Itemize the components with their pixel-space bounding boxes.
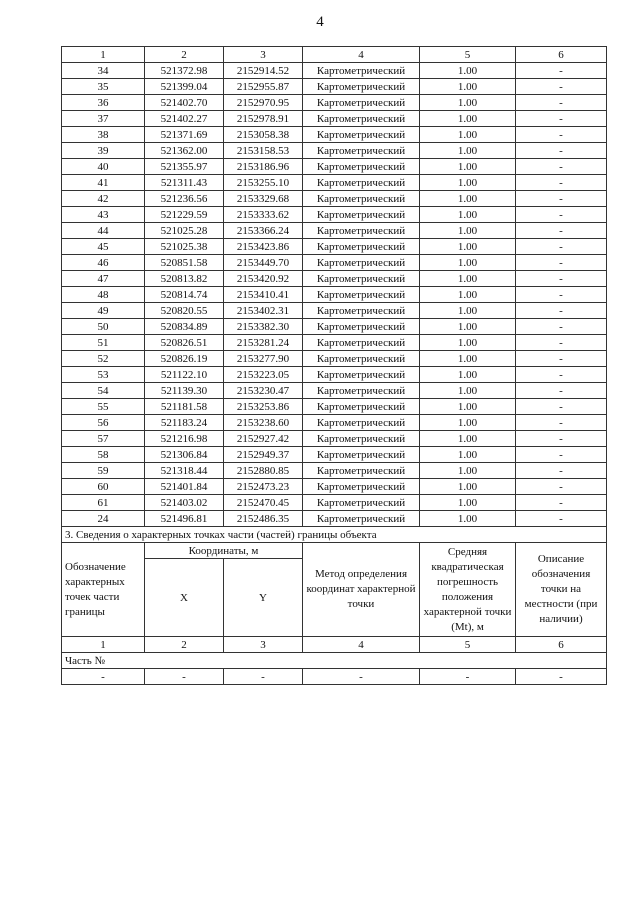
point-number: 44: [62, 223, 145, 239]
coord-y: 2153366.24: [224, 223, 303, 239]
method: Картометрический: [303, 351, 420, 367]
coord-y: 2152914.52: [224, 63, 303, 79]
point-number: 43: [62, 207, 145, 223]
part-label: Часть №: [62, 653, 607, 669]
accuracy: 1.00: [420, 95, 516, 111]
point-number: 37: [62, 111, 145, 127]
description: -: [516, 447, 607, 463]
accuracy: 1.00: [420, 159, 516, 175]
point-number: 50: [62, 319, 145, 335]
method: Картометрический: [303, 287, 420, 303]
point-number: 38: [62, 127, 145, 143]
coord-y: 2152949.37: [224, 447, 303, 463]
method: Картометрический: [303, 191, 420, 207]
description: -: [516, 415, 607, 431]
coord-x: 520834.89: [145, 319, 224, 335]
table-row: [62, 207, 607, 223]
coord-y: 2153281.24: [224, 335, 303, 351]
method: Картометрический: [303, 463, 420, 479]
description: -: [516, 143, 607, 159]
coord-y: 2153333.62: [224, 207, 303, 223]
method: Картометрический: [303, 495, 420, 511]
method: Картометрический: [303, 159, 420, 175]
point-number: 46: [62, 255, 145, 271]
point-number: 36: [62, 95, 145, 111]
coord-y: 2153410.41: [224, 287, 303, 303]
accuracy: 1.00: [420, 399, 516, 415]
table-row: [62, 495, 607, 511]
coord-x: 520826.51: [145, 335, 224, 351]
description: -: [516, 175, 607, 191]
coord-y: 2153423.86: [224, 239, 303, 255]
point-number: 60: [62, 479, 145, 495]
col-number: 3: [224, 637, 303, 653]
accuracy: 1.00: [420, 351, 516, 367]
point-number: 58: [62, 447, 145, 463]
table-row: [62, 63, 607, 79]
method: Картометрический: [303, 223, 420, 239]
coord-x: 521372.98: [145, 63, 224, 79]
coord-x: 520826.19: [145, 351, 224, 367]
description: -: [516, 335, 607, 351]
coord-x: 521318.44: [145, 463, 224, 479]
table-cell: -: [516, 669, 607, 685]
coord-x: 521402.70: [145, 95, 224, 111]
description: -: [516, 287, 607, 303]
coord-x: 521139.30: [145, 383, 224, 399]
table-row: [62, 351, 607, 367]
method: Картометрический: [303, 271, 420, 287]
point-number: 52: [62, 351, 145, 367]
coord-x: 521311.43: [145, 175, 224, 191]
accuracy: 1.00: [420, 271, 516, 287]
table-row: [62, 175, 607, 191]
description: -: [516, 127, 607, 143]
accuracy: 1.00: [420, 175, 516, 191]
coord-x: 521402.27: [145, 111, 224, 127]
accuracy: 1.00: [420, 511, 516, 527]
table-cell: -: [303, 669, 420, 685]
table-row: [62, 319, 607, 335]
point-number: 47: [62, 271, 145, 287]
accuracy: 1.00: [420, 143, 516, 159]
accuracy: 1.00: [420, 335, 516, 351]
accuracy: 1.00: [420, 127, 516, 143]
point-number: 57: [62, 431, 145, 447]
table-row: [62, 223, 607, 239]
coord-y: 2153253.86: [224, 399, 303, 415]
method: Картометрический: [303, 367, 420, 383]
coord-y: 2153058.38: [224, 127, 303, 143]
table-row: [62, 79, 607, 95]
error-header: Средняя квадратическая погрешность положения характерной точки (Mt), м: [420, 543, 516, 637]
table-row: [62, 463, 607, 479]
coord-x: 521371.69: [145, 127, 224, 143]
col-number: 4: [303, 47, 420, 63]
coord-x: 521401.84: [145, 479, 224, 495]
coord-y: 2152978.91: [224, 111, 303, 127]
table-row: [62, 95, 607, 111]
coord-x: 521183.24: [145, 415, 224, 431]
coord-y: 2152970.95: [224, 95, 303, 111]
method: Картометрический: [303, 447, 420, 463]
col-number: 3: [224, 47, 303, 63]
description: -: [516, 159, 607, 175]
description: -: [516, 111, 607, 127]
coord-x: 521306.84: [145, 447, 224, 463]
description: -: [516, 479, 607, 495]
description: -: [516, 367, 607, 383]
method: Картометрический: [303, 415, 420, 431]
description: -: [516, 303, 607, 319]
table-row: [62, 159, 607, 175]
description: -: [516, 191, 607, 207]
coord-y: 2153255.10: [224, 175, 303, 191]
col-number: 1: [62, 637, 145, 653]
point-designation-header: Обозначение характерных точек части границы: [62, 543, 145, 637]
coord-y: 2153402.31: [224, 303, 303, 319]
coord-x: 521496.81: [145, 511, 224, 527]
coord-x: 521229.59: [145, 207, 224, 223]
table-row: [62, 399, 607, 415]
accuracy: 1.00: [420, 479, 516, 495]
table-row: [62, 415, 607, 431]
point-number: 56: [62, 415, 145, 431]
column-number-row: [62, 47, 607, 63]
description: -: [516, 255, 607, 271]
accuracy: 1.00: [420, 319, 516, 335]
accuracy: 1.00: [420, 207, 516, 223]
table-row: [62, 191, 607, 207]
accuracy: 1.00: [420, 303, 516, 319]
point-number: 48: [62, 287, 145, 303]
section3-title: 3. Сведения о характерных точках части (частей) границы объекта: [62, 527, 607, 543]
coord-x: 521362.00: [145, 143, 224, 159]
method: Картометрический: [303, 79, 420, 95]
accuracy: 1.00: [420, 447, 516, 463]
method: Картометрический: [303, 303, 420, 319]
accuracy: 1.00: [420, 223, 516, 239]
coord-y: 2153158.53: [224, 143, 303, 159]
col-number: 2: [145, 47, 224, 63]
point-number: 42: [62, 191, 145, 207]
section3-header-row: [62, 543, 607, 559]
description: -: [516, 239, 607, 255]
table-row: [62, 367, 607, 383]
coord-y: 2153329.68: [224, 191, 303, 207]
page-number: 4: [316, 14, 324, 30]
table-row: [62, 303, 607, 319]
col-number: 6: [516, 637, 607, 653]
coord-x: 520851.58: [145, 255, 224, 271]
coord-y: 2152880.85: [224, 463, 303, 479]
point-number: 35: [62, 79, 145, 95]
coord-y: 2153449.70: [224, 255, 303, 271]
accuracy: 1.00: [420, 111, 516, 127]
coord-x: 521355.97: [145, 159, 224, 175]
method: Картометрический: [303, 319, 420, 335]
description: -: [516, 463, 607, 479]
col-number: 4: [303, 637, 420, 653]
table-row: [62, 111, 607, 127]
coord-y: 2152486.35: [224, 511, 303, 527]
coord-x: 521122.10: [145, 367, 224, 383]
col-number: 1: [62, 47, 145, 63]
y-header: Y: [224, 559, 303, 637]
accuracy: 1.00: [420, 255, 516, 271]
coord-y: 2152955.87: [224, 79, 303, 95]
coord-x: 520820.55: [145, 303, 224, 319]
accuracy: 1.00: [420, 191, 516, 207]
method: Картометрический: [303, 175, 420, 191]
coord-y: 2152927.42: [224, 431, 303, 447]
description: -: [516, 63, 607, 79]
table-row: [62, 447, 607, 463]
method: Картометрический: [303, 335, 420, 351]
table-row: [62, 143, 607, 159]
point-number: 55: [62, 399, 145, 415]
accuracy: 1.00: [420, 79, 516, 95]
point-number: 54: [62, 383, 145, 399]
description: -: [516, 399, 607, 415]
coord-y: 2153420.92: [224, 271, 303, 287]
point-number: 59: [62, 463, 145, 479]
accuracy: 1.00: [420, 383, 516, 399]
method: Картометрический: [303, 255, 420, 271]
description: -: [516, 95, 607, 111]
description: -: [516, 223, 607, 239]
col-number: 6: [516, 47, 607, 63]
coord-x: 520814.74: [145, 287, 224, 303]
method: Картометрический: [303, 431, 420, 447]
col-number: 2: [145, 637, 224, 653]
point-number: 41: [62, 175, 145, 191]
point-number: 61: [62, 495, 145, 511]
accuracy: 1.00: [420, 415, 516, 431]
accuracy: 1.00: [420, 287, 516, 303]
table-row: [62, 431, 607, 447]
coord-x: 521181.58: [145, 399, 224, 415]
coord-x: 520813.82: [145, 271, 224, 287]
accuracy: 1.00: [420, 495, 516, 511]
point-number: 34: [62, 63, 145, 79]
point-number: 49: [62, 303, 145, 319]
method: Картометрический: [303, 207, 420, 223]
description-header: Описание обозначения точки на местности (при наличии): [516, 543, 607, 637]
description: -: [516, 431, 607, 447]
table-row: [62, 335, 607, 351]
accuracy: 1.00: [420, 463, 516, 479]
method: Картометрический: [303, 399, 420, 415]
table-row: [62, 383, 607, 399]
coord-y: 2153238.60: [224, 415, 303, 431]
point-number: 39: [62, 143, 145, 159]
coord-x: 521403.02: [145, 495, 224, 511]
table-row: [62, 479, 607, 495]
description: -: [516, 319, 607, 335]
point-number: 51: [62, 335, 145, 351]
table-row: [62, 127, 607, 143]
description: -: [516, 495, 607, 511]
point-number: 53: [62, 367, 145, 383]
part-row: [62, 653, 607, 669]
point-number: 40: [62, 159, 145, 175]
table-row: [62, 511, 607, 527]
method: Картометрический: [303, 63, 420, 79]
method-header: Метод определения координат характерной точки: [303, 543, 420, 637]
accuracy: 1.00: [420, 367, 516, 383]
table-cell: -: [62, 669, 145, 685]
table-cell: -: [224, 669, 303, 685]
section3-title-row: [62, 527, 607, 543]
description: -: [516, 383, 607, 399]
accuracy: 1.00: [420, 239, 516, 255]
description: -: [516, 207, 607, 223]
description: -: [516, 79, 607, 95]
accuracy: 1.00: [420, 431, 516, 447]
section3-number-row: [62, 637, 607, 653]
col-number: 5: [420, 47, 516, 63]
table-row: [62, 287, 607, 303]
method: Картометрический: [303, 511, 420, 527]
coord-x: 521216.98: [145, 431, 224, 447]
description: -: [516, 271, 607, 287]
coord-y: 2152473.23: [224, 479, 303, 495]
coordinates-table: [61, 46, 607, 685]
table-row: [62, 239, 607, 255]
method: Картометрический: [303, 143, 420, 159]
method: Картометрический: [303, 479, 420, 495]
coord-y: 2153223.05: [224, 367, 303, 383]
description: -: [516, 351, 607, 367]
coord-y: 2153382.30: [224, 319, 303, 335]
coord-x: 521399.04: [145, 79, 224, 95]
coordinates-header: Координаты, м: [145, 543, 303, 559]
empty-data-row: [62, 669, 607, 685]
table-row: [62, 271, 607, 287]
table-cell: -: [420, 669, 516, 685]
point-number: 45: [62, 239, 145, 255]
table-cell: -: [145, 669, 224, 685]
coord-x: 521236.56: [145, 191, 224, 207]
point-number: 24: [62, 511, 145, 527]
method: Картометрический: [303, 95, 420, 111]
method: Картометрический: [303, 127, 420, 143]
method: Картометрический: [303, 111, 420, 127]
coord-y: 2153186.96: [224, 159, 303, 175]
x-header: X: [145, 559, 224, 637]
accuracy: 1.00: [420, 63, 516, 79]
coord-y: 2153277.90: [224, 351, 303, 367]
table-row: [62, 255, 607, 271]
col-number: 5: [420, 637, 516, 653]
method: Картометрический: [303, 383, 420, 399]
coord-y: 2152470.45: [224, 495, 303, 511]
coord-x: 521025.28: [145, 223, 224, 239]
method: Картометрический: [303, 239, 420, 255]
description: -: [516, 511, 607, 527]
coord-y: 2153230.47: [224, 383, 303, 399]
coord-x: 521025.38: [145, 239, 224, 255]
